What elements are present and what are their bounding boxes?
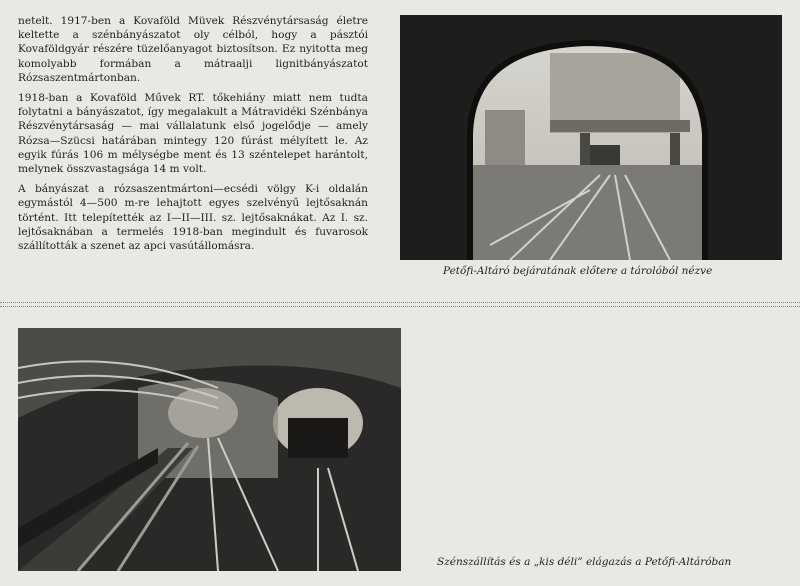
section-divider xyxy=(0,302,800,307)
paragraph-1: netelt. 1917-ben a Kovaföld Müvek Részvénytársaság életre keltette a szénbányászatot oly célból, hogy a pásztói Kovaföldgyár részére tüzelőanyagot biztosítson. Ez nyitotta meg komolyabb formában a mátraalji lignitbányászatot Rózsaszentmártonban. xyxy=(18,15,368,84)
bottom-photo-caption: Szénszállítás és a „kis déli” elágazás a Petőfi-Altáróban xyxy=(437,556,732,568)
top-photo-caption: Petőfi-Altáró bejáratának előtere a tárolóból nézve xyxy=(443,265,713,277)
paragraph-2: 1918-ban a Kovaföld Művek RT. tőkehiány miatt nem tudta folytatni a bányászatot, így megalakult a Mátravidéki Szénbánya Részvénytársaság — mai vállalatunk első jogelődje — amely Rózsa—Szücsi határában mintegy 120 fúrást mélyített le. Az egyik fúrás 106 m mélységbe ment és 13 széntelepet harántolt, melynek összvastagsága 14 m volt. xyxy=(18,92,368,176)
coal-haulage-photo xyxy=(18,328,401,571)
tunnel-entrance-photo xyxy=(400,15,782,260)
paragraph-3: A bányászat a rózsaszentmártoni—ecsédi völgy K-i oldalán egymástól 4—500 m-re lehajtott egyes szelvényű lejtősaknán történt. Itt telepítették az I—II—III. sz. lejtősaknákat. Az I. sz. lejtősaknában a termelés 1918-ban megindult és fuvarosok szállították a szenet az apci vasútállomásra. xyxy=(18,183,368,253)
article-text xyxy=(18,14,368,259)
